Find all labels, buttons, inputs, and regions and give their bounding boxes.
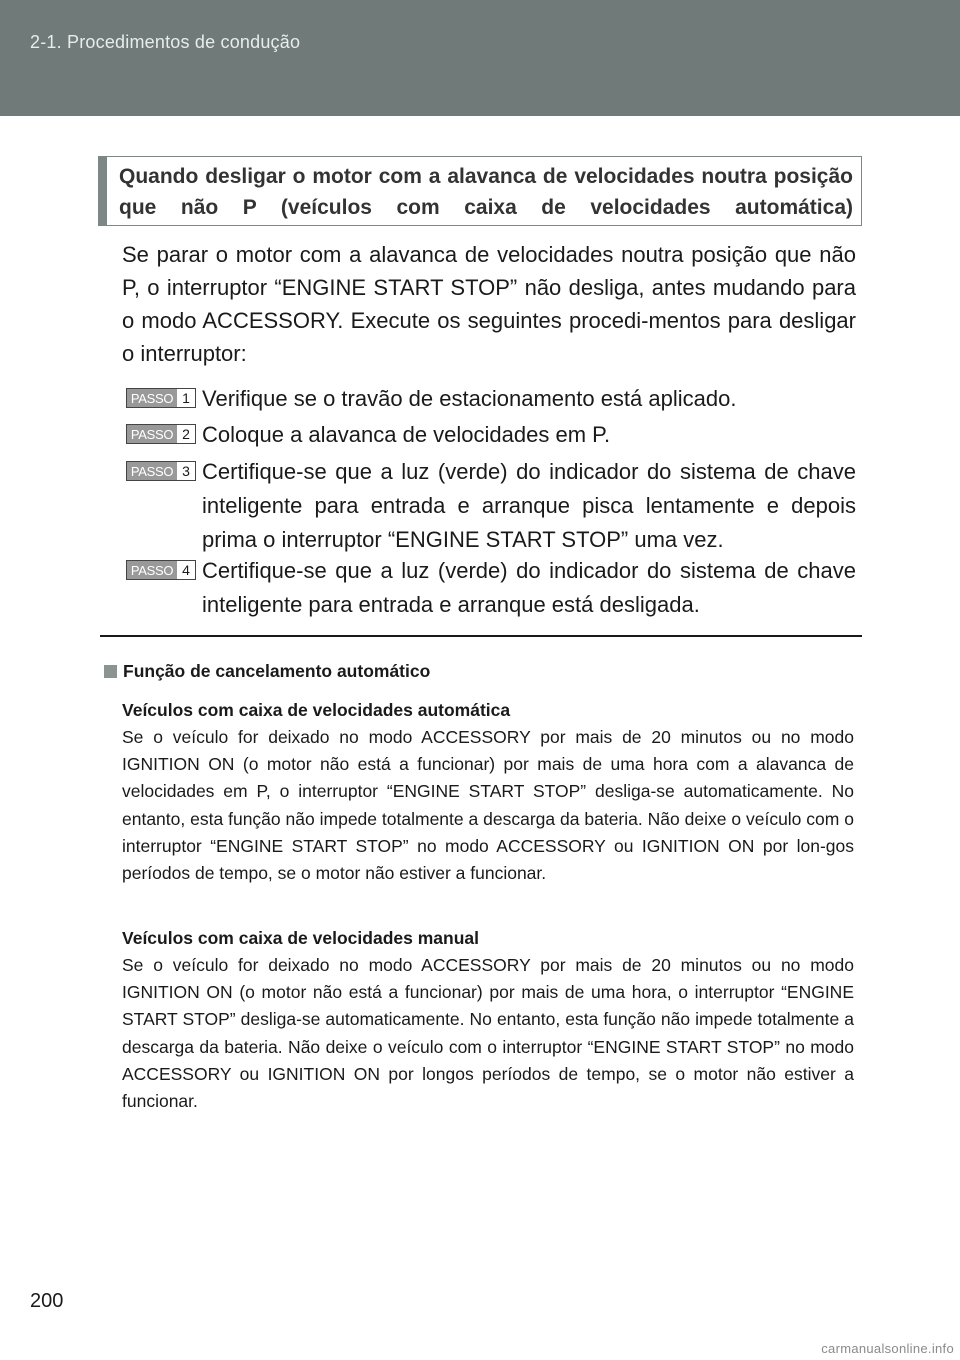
step-badge (126, 424, 196, 444)
step-badge-number: 4 (177, 561, 195, 579)
note-manual-body: Se o veículo for deixado no modo ACCESSORY por mais de 20 minutos ou no modo IGNITION ON (o motor não está a funcionar) por mais de uma hora, o interruptor “ENGINE START STOP” desliga-se automaticamente. No entanto, esta função não impede totalmente a descarga da bateria. Não deixe o veículo com o interruptor “ENGINE START STOP” no modo ACCESSORY ou IGNITION ON por longos períodos de tempo, se o motor não estiver a funcionar. (122, 955, 854, 1112)
step-badge-label: PASSO (127, 561, 177, 579)
step-text: Coloque a alavanca de velocidades em P. (202, 422, 611, 447)
header-band (0, 0, 960, 116)
heading-box (98, 156, 862, 226)
note-manual-title: Veículos com caixa de velocidades manual (122, 928, 479, 948)
step-text: Certifique-se que a luz (verde) do indicador do sistema de chave inteligente para entrada e arranque pisca lentamente e depois prima o interruptor “ENGINE START STOP” uma vez. (202, 459, 856, 552)
note-heading (104, 661, 430, 682)
step-badge-number: 2 (177, 425, 195, 443)
step-badge (126, 461, 196, 481)
page-number: 200 (30, 1290, 64, 1312)
step-badge-number: 1 (177, 389, 195, 407)
step-badge-label: PASSO (127, 462, 177, 480)
step-badge-label: PASSO (127, 389, 177, 407)
step-1 (126, 382, 856, 416)
section-label: 2-1. Procedimentos de condução (30, 32, 301, 52)
note-title: Função de cancelamento automático (123, 661, 431, 681)
step-badge-number: 3 (177, 462, 195, 480)
section-divider (100, 635, 862, 637)
watermark: carmanualsonline.info (821, 1341, 954, 1356)
note-automatic (122, 697, 854, 887)
heading-accent-bar (99, 157, 107, 225)
step-badge-label: PASSO (127, 425, 177, 443)
step-text: Verifique se o travão de estacionamento está aplicado. (202, 386, 737, 411)
step-3 (126, 455, 856, 557)
note-automatic-body: Se o veículo for deixado no modo ACCESSORY por mais de 20 minutos ou no modo IGNITION ON (o motor não está a funcionar) por mais de uma hora com a alavanca de velocidades em P, o interruptor “ENGINE START STOP” desliga-se automaticamente. No entanto, esta função não impede totalmente a descarga da bateria. Não deixe o veículo com o interruptor “ENGINE START STOP” no modo ACCESSORY ou IGNITION ON por lon-gos períodos de tempo, se o motor não estiver a funcionar. (122, 727, 854, 884)
step-2 (126, 418, 856, 452)
heading-title: Quando desligar o motor com a alavanca de velocidades noutra posição que não P (veículos com caixa de velocidades automática) (119, 165, 853, 219)
step-4 (126, 554, 856, 622)
step-badge (126, 560, 196, 580)
step-text: Certifique-se que a luz (verde) do indicador do sistema de chave inteligente para entrada e arranque está desligada. (202, 558, 856, 617)
note-manual (122, 925, 854, 1115)
intro-paragraph: Se parar o motor com a alavanca de velocidades noutra posição que não P, o interruptor “ENGINE START STOP” não desliga, antes mudando para o modo ACCESSORY. Execute os seguintes procedi-mentos para desligar o interruptor: (122, 242, 856, 366)
note-automatic-title: Veículos com caixa de velocidades automática (122, 700, 511, 720)
step-badge (126, 388, 196, 408)
square-bullet-icon (104, 665, 117, 678)
